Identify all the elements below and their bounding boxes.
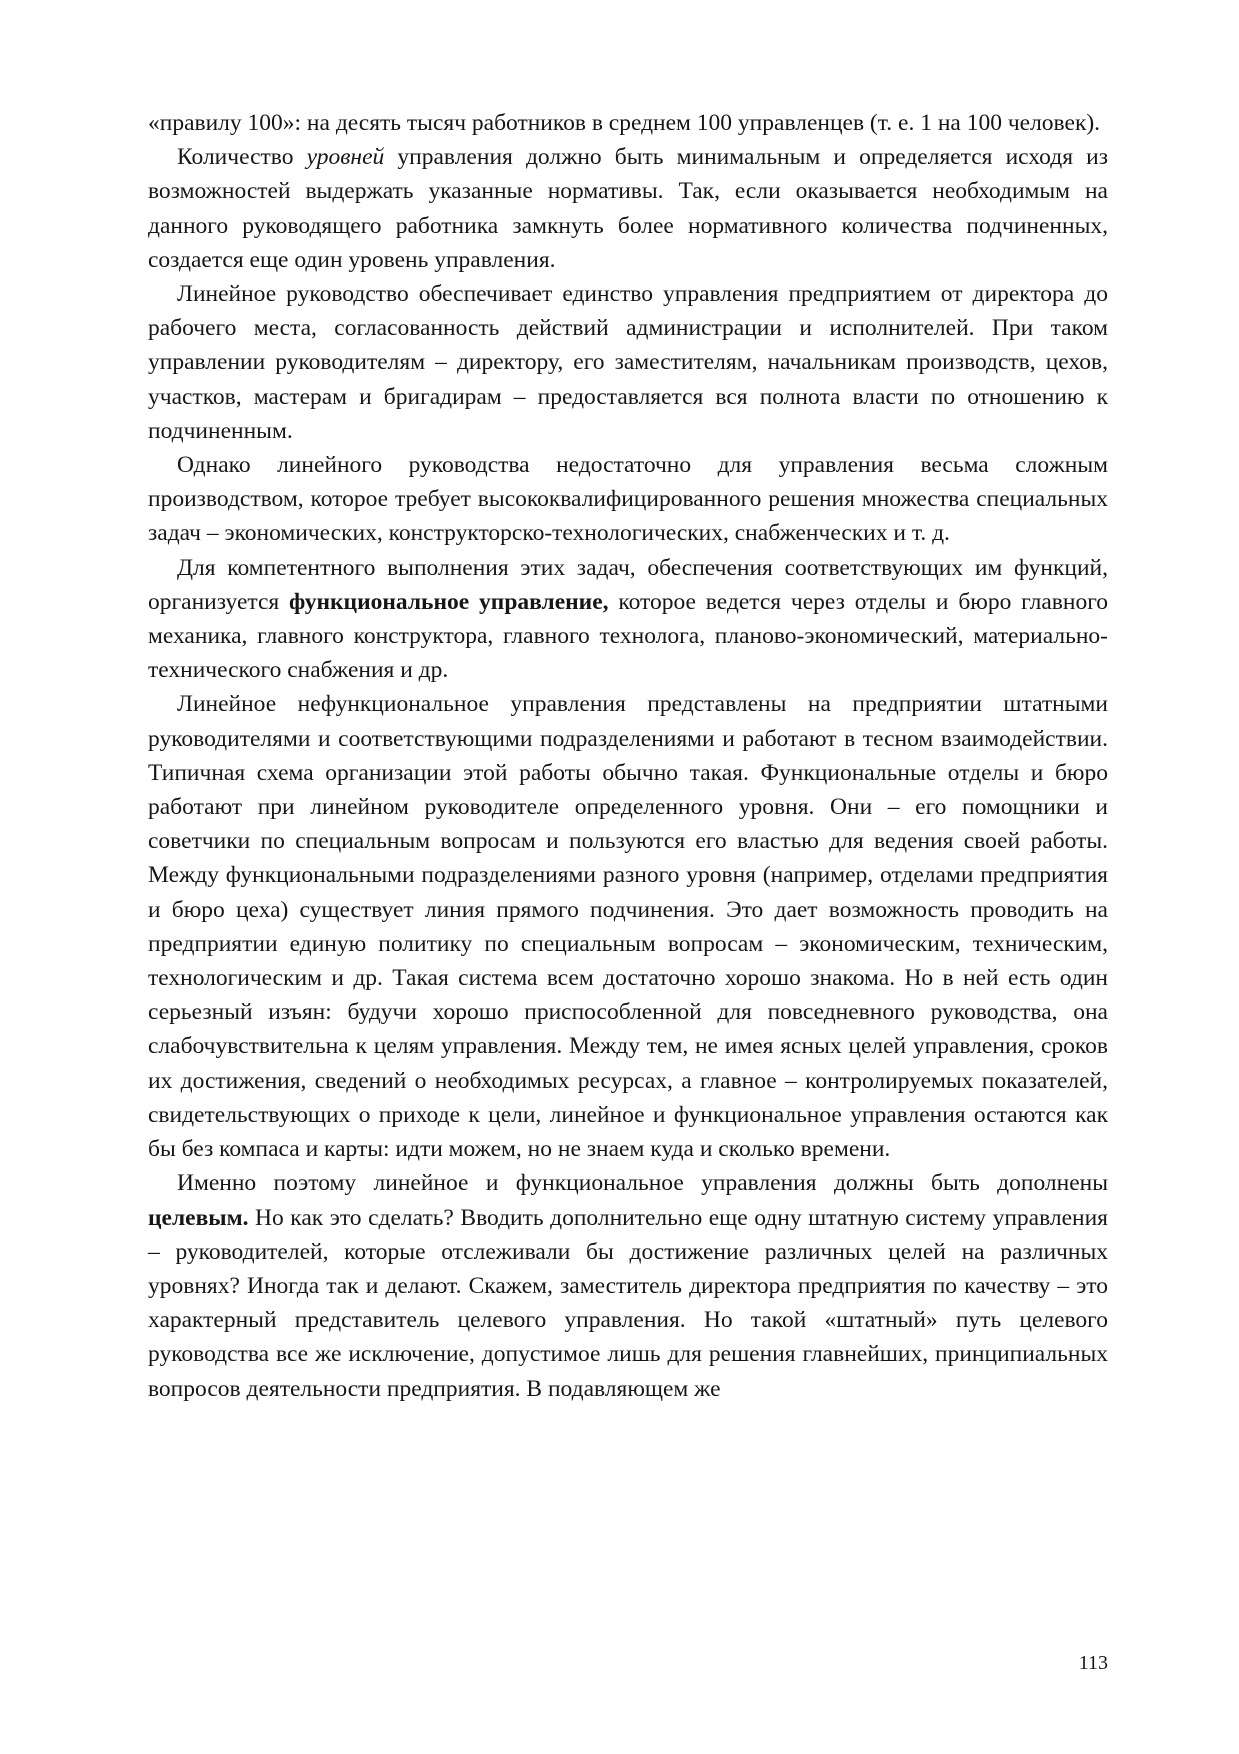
bold-term: функциональное управление,: [289, 588, 609, 615]
text-run: Количество: [177, 144, 307, 171]
emphasized-term: уровней: [306, 144, 385, 171]
text-run: Линейное руководство обеспечивает единство управления предприятием от директора до рабочего места, согласованность действий администрации и исполнителей. При таком управлении руководителям – директору, его заместителям, начальникам производств, цехов, участков, мастерам и бригадирам – предоставляется вся полнота власти по отношению к подчиненным.: [148, 281, 1108, 444]
paragraph: [148, 106, 1108, 140]
paragraph: [148, 277, 1108, 448]
text-run: Для компетентного выполнения этих задач, обеспечения соответствующих им функций, организуется: [148, 554, 1108, 615]
text-run: которое ведется через отделы и бюро главного механика, главного конструктора, главного технолога, планово-экономический, материально-технического снабжения и др.: [148, 588, 1108, 684]
paragraph: [148, 1166, 1108, 1405]
text-run: Линейное нефункциональное управления представлены на предприятии штатными руководителями и соответствующими подразделениями и работают в тесном взаимодействии. Типичная схема организации этой работы обычно такая. Функциональные отделы и бюро работают при линейном руководителе определенного уровня. Они – его помощники и советчики по специальным вопросам и пользуются его властью для ведения своей работы. Между функциональными подразделениями разного уровня (например, отделами предприятия и бюро цеха) существует линия прямого подчинения. Это дает возможность проводить на предприятии единую политику по специальным вопросам – экономическим, техническим, технологическим и др. Такая система всем достаточно хорошо знакома. Но в ней есть один серьезный изъян: будучи хорошо приспособленной для повседневного руководства, она слабочувствительна к целям управления. Между тем, не имея ясных целей управления, сроков их достижения, сведений о необходимых ресурсах, а главное – контролируемых показателей, свидетельствующих о приходе к цели, линейное и функциональное управления остаются как бы без компаса и карты: идти можем, но не знаем куда и сколько времени.: [148, 691, 1108, 1163]
paragraph: [148, 140, 1108, 277]
text-run: «правилу 100»: на десять тысяч работников в среднем 100 управленцев (т. е. 1 на 100 человек).: [148, 110, 1101, 136]
body-text: [148, 106, 1108, 1406]
text-run: Однако линейного руководства недостаточно для управления весьма сложным производством, которое требует высококвалифицированного решения множества специальных задач – экономических, конструкторско-технологических, снабженческих и т. д.: [148, 452, 1108, 547]
paragraph: [148, 448, 1108, 551]
text-run: Именно поэтому линейное и функциональное управления должны быть дополнены: [177, 1170, 1108, 1197]
page-number: 113: [1078, 1652, 1108, 1674]
text-run: Но как это сделать? Вводить дополнительно еще одну штатную систему управления – руководителей, которые отслеживали бы достижение различных целей на различных уровнях? Иногда так и делают. Скажем, заместитель директора предприятия по качеству – это характерный представитель целевого управления. Но такой «штатный» путь целевого руководства все же исключение, допустимое лишь для решения главнейших, принципиальных вопросов деятельности предприятия. В подавляющем же: [148, 1204, 1108, 1402]
paragraph: [148, 687, 1108, 1166]
text-run: управления должно быть минимальным и определяется исходя из возможностей выдержать указанные нормативы. Так, если оказывается необходимым на данного руководящего работника замкнуть более нормативного количества подчиненных, создается еще один уровень управления.: [148, 144, 1108, 273]
paragraph: [148, 551, 1108, 688]
bold-term: целевым.: [148, 1204, 249, 1231]
